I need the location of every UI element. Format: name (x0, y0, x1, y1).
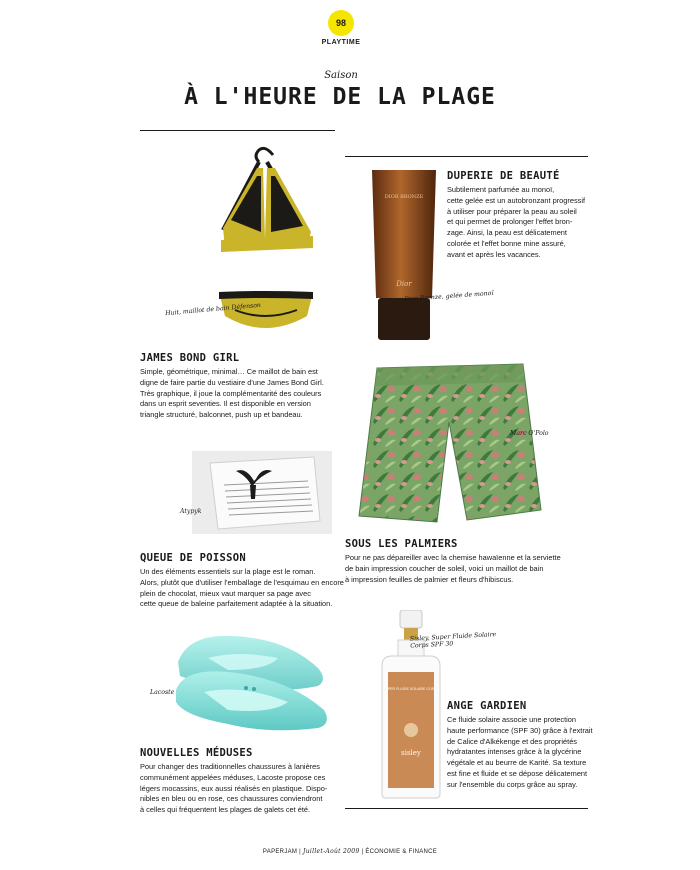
kicker: Saison (324, 70, 358, 81)
text-line: de bain impression coucher de soleil, voici un maillot de bain (345, 563, 544, 573)
text-line: avant et après les vacances. (447, 249, 541, 259)
body-queue-de-poisson (140, 567, 345, 610)
divider (140, 130, 335, 131)
text-line: Pour changer des traditionnelles chaussures à lanières (140, 762, 320, 771)
text-line: hydratantes intenses grâce à la glycérine (447, 747, 582, 757)
text-line: à impression feuilles de palmier et fleurs d'hibiscus. (345, 574, 514, 584)
sisley-caption: Sisley, Super Fluide Solaire Corps SPF 30 (409, 631, 497, 650)
text-line: Subtilement parfumée au monoï, (447, 185, 555, 194)
heading-queue-de-poisson: QUEUE DE POISSON (140, 552, 246, 564)
footer-section: ÉCONOMIE & FINANCE (365, 849, 438, 855)
shoes-image (168, 628, 336, 736)
footer-brand: PAPERJAM (262, 849, 298, 855)
text-line: Très graphique, il joue la complémentarité des couleurs (140, 388, 322, 398)
body-sous-les-palmiers (345, 553, 600, 585)
page-title: À L'HEURE DE LA PLAGE (184, 84, 496, 110)
heading-nouvelles-meduses: NOUVELLES MÉDUSES (140, 747, 253, 759)
text-line: communément appelées méduses, Lacoste propose ces (140, 772, 326, 782)
body-nouvelles-meduses (140, 762, 340, 816)
text-line: nibles en bleu ou en rose, ces chaussures conviendront (140, 794, 323, 804)
page-footer: PAPERJAM | Juillet-Août 2009 | ÉCONOMIE & FINANCE (262, 848, 438, 855)
text-line: Un des éléments essentiels sur la plage est le roman. (140, 567, 316, 576)
sisley-brand-mark: sisley (401, 749, 421, 757)
text-line: de Calice d'Alkékenge et des propriétés (447, 736, 578, 746)
text-line: Pour ne pas dépareiller avec la chemise hawaïenne et la serviette (345, 553, 561, 562)
book-bookmark-image (192, 451, 332, 534)
text-line: zage. Ainsi, la peau est délicatement (447, 228, 567, 238)
shoes-caption: Lacoste (150, 689, 175, 696)
body-james-bond-girl (140, 367, 340, 421)
heading-duperie-de-beaute: DUPERIE DE BEAUTÉ (447, 170, 560, 182)
text-line: à celles qui fréquentent les plages de galets cet été. (140, 805, 311, 815)
body-duperie-de-beaute (447, 185, 597, 261)
divider (345, 808, 588, 809)
book-caption: Atypyk (180, 508, 202, 515)
text-line: haute performance (SPF 30) grâce à l'extrait (447, 725, 593, 735)
text-line: colorée et l'effet bonne mine assuré, (447, 238, 566, 248)
shorts-image (345, 360, 545, 530)
text-line: et qui permet de prolonger l'effet bron- (447, 217, 573, 227)
text-line: dans un esprit seventies. Il est disponible en version (140, 399, 311, 409)
body-ange-gardien (447, 715, 597, 791)
text-line: digne de faire partie du vestiaire d'une James Bond Girl. (140, 377, 324, 387)
divider (345, 156, 588, 157)
dior-tube-image (368, 168, 440, 343)
page-number-badge: 98 (328, 10, 354, 36)
bikini-caption: Huit, maillot de bain Défenson (164, 301, 262, 318)
text-line: à utiliser pour préparer la peau au soleil (447, 206, 577, 216)
text-line: est fine et fluide et se dépose délicatement (447, 768, 588, 778)
text-line: plein de chocolat, mieux vaut marquer sa page avec (140, 588, 311, 598)
footer-issue: Juillet-Août 2009 (303, 848, 360, 855)
text-line: cette gelée est un autobronzant progressif (447, 195, 586, 205)
text-line: végétale et au beurre de Karité. Sa texture (447, 758, 587, 768)
text-line: légers mocassins, eux aussi réalisés en plastique. Dispo- (140, 783, 328, 793)
text-line: sur l'ensemble du corps grâce au spray. (447, 779, 578, 789)
shorts-caption: Marc O'Polo (510, 430, 549, 437)
text-line: Simple, géométrique, minimal… Ce maillot de bain est (140, 367, 318, 376)
text-line: Ce fluide solaire associe une protection (447, 715, 577, 724)
heading-james-bond-girl: JAMES BOND GIRL (140, 352, 240, 364)
dior-tube-label: DIOR BRONZE (384, 194, 424, 200)
text-line: Alors, plutôt que d'utiliser l'emballage de l'esquimau en encore (140, 577, 344, 587)
dior-caption: Dior Bronze, gelée de monoï (403, 289, 494, 304)
section-label: PLAYTIME (321, 39, 361, 46)
text-line: triangle structuré, balconnet, push up et bandeau. (140, 410, 303, 420)
heading-ange-gardien: ANGE GARDIEN (447, 700, 527, 712)
text-line: cette queue de baleine parfaitement adaptée à la situation. (140, 599, 333, 609)
dior-brand-mark: Dior (396, 280, 412, 288)
sisley-label: SUPER FLUIDE SOLAIRE CORPS (382, 687, 440, 691)
heading-sous-les-palmiers: SOUS LES PALMIERS (345, 538, 458, 550)
bikini-image (195, 140, 345, 350)
